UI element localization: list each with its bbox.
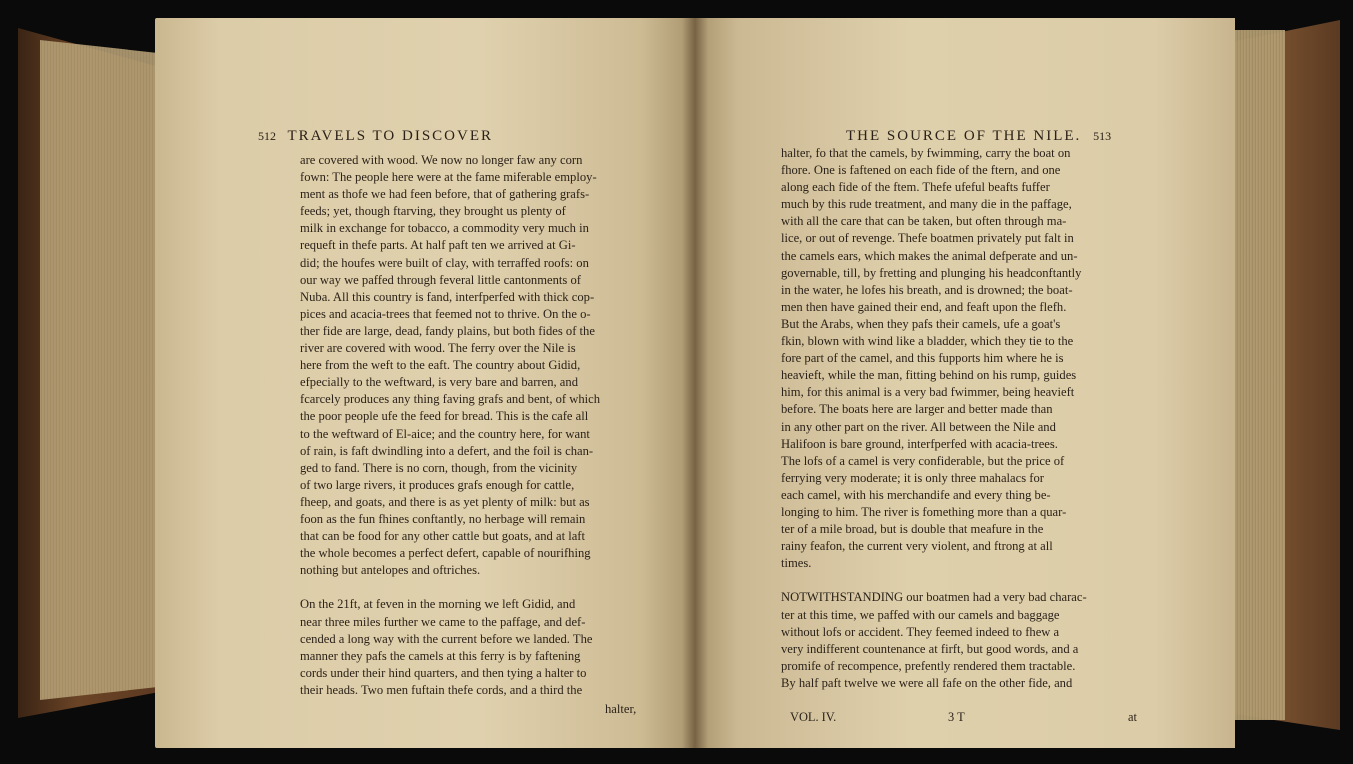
left-catchword: halter, [605, 702, 637, 716]
text-line: But the Arabs, when they pafs their camels, ufe a goat's [781, 316, 1061, 331]
text-line: halter, fo that the camels, by fwimming, carry the boat on [781, 146, 1071, 160]
text-line: nothing but antelopes and oftriches. [300, 563, 481, 578]
text-line [781, 572, 1087, 589]
text-line: By half paft twelve we were all fafe on the other fide, and [781, 675, 1073, 690]
left-page-edges [40, 40, 160, 700]
text-line [300, 579, 600, 596]
text-line: the camels ears, which makes the animal defperate and un- [781, 248, 1078, 263]
right-page-body [781, 145, 1087, 692]
text-line: in the water, he lofes his breath, and is drowned; the boat- [781, 282, 1073, 297]
text-line: are covered with wood. We now no longer faw any corn [300, 153, 583, 167]
volume-label: VOL. IV. [790, 710, 837, 724]
text-line: very indifferent countenance at firft, but good words, and a [781, 641, 1079, 656]
left-running-title: TRAVELS TO DISCOVER [287, 128, 494, 144]
text-line: with all the care that can be taken, but often through ma- [781, 214, 1067, 229]
text-line: fkin, blown with wind like a bladder, which they tie to the [781, 334, 1074, 349]
text-line: much by this rude treatment, and many die in the paffage, [781, 197, 1072, 212]
text-line: fheep, and goats, and there is as yet plenty of milk: but as [300, 494, 590, 509]
text-line: heavieft, while the man, fitting behind on his rump, guides [781, 368, 1077, 383]
text-line: ment as thofe we had feen before, that of gathering grafs- [300, 187, 590, 202]
text-line: the poor people ufe the feed for bread. This is the cafe all [300, 409, 589, 424]
text-line: promife of recompence, prefently rendered them tractable. [781, 658, 1076, 673]
text-line: Nuba. All this country is fand, interfperfed with thick cop- [300, 289, 595, 304]
text-line: of rain, is faft dwindling into a defert, and the foil is chan- [300, 443, 594, 458]
text-line: cords under their hind quarters, and then tying a halter to [300, 665, 587, 680]
book-gutter [682, 18, 708, 748]
right-catchword: at [1128, 710, 1137, 724]
text-line: of two large rivers, it produces grafs enough for cattle, [300, 477, 575, 492]
text-line: ferrying very moderate; it is only three mahalacs for [781, 470, 1044, 485]
text-line: fore part of the camel, and this fupports him where he is [781, 351, 1064, 366]
text-line: him, for this animal is a very bad fwimmer, being heavieft [781, 385, 1075, 400]
text-line: requeft in thefe parts. At half paft ten we arrived at Gi- [300, 238, 576, 253]
right-running-title: THE SOURCE OF THE NILE. [846, 128, 1082, 144]
text-line: their heads. Two men fuftain thefe cords, and a third the [300, 682, 583, 697]
text-line: Halifoon is bare ground, interfperfed with acacia-trees. [781, 436, 1058, 451]
right-page-number: 513 [1093, 129, 1112, 143]
text-line: before. The boats here are larger and better made than [781, 402, 1053, 417]
text-line: that can be food for any other cattle but goats, and at laft [300, 529, 586, 544]
text-line: ther fide are large, dead, fandy plains, but both fides of the [300, 323, 595, 338]
text-line: foon as the fun fhines conftantly, no herbage will remain [300, 511, 586, 526]
text-line: in any other part on the river. All between the Nile and [781, 419, 1056, 434]
text-line: governable, till, by fretting and plunging his headconftantly [781, 265, 1082, 280]
text-line: milk in exchange for tobacco, a commodity very much in [300, 221, 589, 236]
text-line: here from the weft to the eaft. The country about Gidid, [300, 358, 581, 373]
text-line: On the 21ft, at feven in the morning we left Gidid, and [300, 597, 576, 612]
text-line: each camel, with his merchandife and every thing be- [781, 487, 1051, 502]
text-line: ter at this time, we paffed with our camels and baggage [781, 607, 1060, 622]
text-line: longing to him. The river is fomething more than a quar- [781, 504, 1067, 519]
text-line: near three miles further we came to the paffage, and def- [300, 614, 586, 629]
text-line: to the weftward of El-aice; and the country here, for want [300, 426, 590, 441]
left-page-number: 512 [258, 129, 276, 143]
text-line: ter of a mile broad, but is double that meafure in the [781, 522, 1044, 537]
text-line: men then have gained their end, and feaft upon the flefh. [781, 299, 1067, 314]
signature-mark: 3 T [948, 710, 965, 724]
text-line: efpecially to the weftward, is very bare and barren, and [300, 375, 578, 390]
text-line: pices and acacia-trees that feemed not to thrive. On the o- [300, 306, 591, 321]
text-line: our way we paffed through feveral little cantonments of [300, 272, 581, 287]
text-line: fown: The people here were at the fame miferable employ- [300, 170, 597, 185]
text-line: ged to fand. There is no corn, though, from the vicinity [300, 460, 578, 475]
right-running-head [846, 128, 1117, 145]
text-line: fcarcely produces any thing faving grafs and bent, of which [300, 392, 601, 407]
text-line: did; the houfes were built of clay, with terraffed roofs: on [300, 255, 589, 270]
text-line: The lofs of a camel is very confiderable, but the price of [781, 453, 1065, 468]
text-line: lice, or out of revenge. Thefe boatmen privately put falt in [781, 231, 1074, 246]
text-line: rainy feafon, the current very violent, and ftrong at all [781, 539, 1053, 554]
text-line: NOTWITHSTANDING our boatmen had a very bad charac- [781, 590, 1087, 605]
text-line: river are covered with wood. The ferry over the Nile is [300, 341, 576, 356]
text-line: manner they pafs the camels at this ferry is by faftening [300, 648, 581, 663]
text-line: feeds; yet, though ftarving, they brought us plenty of [300, 204, 566, 219]
text-line: fhore. One is faftened on each fide of the ftern, and one [781, 163, 1061, 178]
text-line: times. [781, 556, 812, 571]
text-line: along each fide of the ftem. Thefe ufeful beafts fuffer [781, 180, 1050, 195]
text-line: without lofs or accident. They feemed indeed to fhew a [781, 624, 1060, 639]
text-line: cended a long way with the current before we landed. The [300, 631, 593, 646]
left-running-head [252, 128, 493, 145]
text-line: the whole becomes a perfect defert, capable of nourifhing [300, 546, 591, 561]
left-page-body [300, 152, 600, 699]
